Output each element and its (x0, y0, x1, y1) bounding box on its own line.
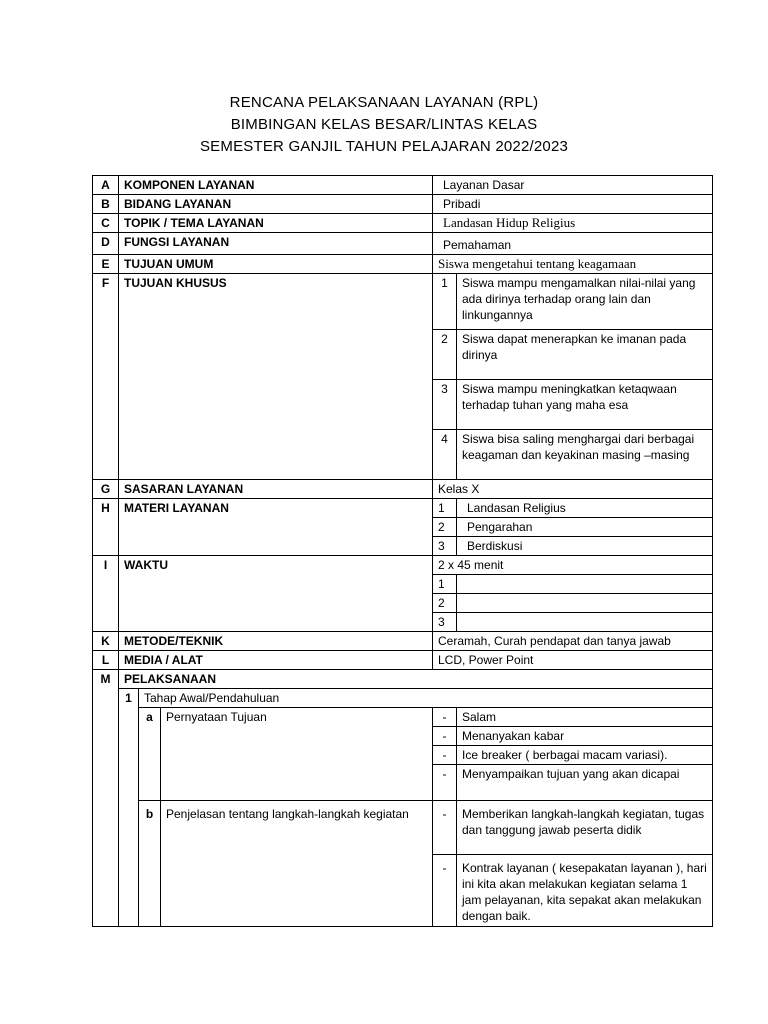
title-line-2: BIMBINGAN KELAS BESAR/LINTAS KELAS (230, 116, 538, 133)
dash: - (433, 727, 457, 746)
row-label: FUNGSI LAYANAN (119, 233, 433, 255)
row-value: Ceramah, Curah pendapat dan tanya jawab (433, 632, 713, 651)
activity-text: Memberikan langkah-langkah kegiatan, tugas dan tanggung jawab peserta didik (457, 801, 713, 855)
row-value: Landasan Hidup Religius (433, 214, 713, 233)
rpl-table (92, 175, 713, 927)
material-number: 3 (433, 537, 457, 556)
dash: - (433, 801, 457, 855)
row-k (93, 632, 713, 651)
objective-number: 2 (433, 330, 457, 380)
row-label: PELAKSANAAN (119, 670, 713, 689)
row-g (93, 480, 713, 499)
row-code: G (93, 480, 119, 499)
row-value: Siswa mengetahui tentang keagamaan (433, 255, 713, 274)
stage-label: Tahap Awal/Pendahuluan (139, 689, 713, 708)
empty-cell (119, 575, 433, 632)
time-number: 1 (433, 575, 457, 594)
material-number: 2 (433, 518, 457, 537)
activity-text: Salam (457, 708, 713, 727)
activity-row (93, 708, 713, 727)
row-label: WAKTU (119, 556, 433, 575)
empty-cell (93, 575, 119, 632)
activity-text: Ice breaker ( berbagai macam variasi). (457, 746, 713, 765)
stage-number: 1 (119, 689, 139, 927)
row-f (93, 274, 713, 330)
row-code: A (93, 176, 119, 195)
objective-text: Siswa bisa saling menghargai dari berbagai keagaman dan keyakinan masing –masing (457, 430, 713, 480)
row-code: E (93, 255, 119, 274)
row-code: L (93, 651, 119, 670)
sub-label: Penjelasan tentang langkah-langkah kegiatan (161, 801, 433, 927)
stage-row (93, 689, 713, 708)
sub-label: Pernyataan Tujuan (161, 708, 433, 801)
objective-number: 4 (433, 430, 457, 480)
row-label: MEDIA / ALAT (119, 651, 433, 670)
row-code: C (93, 214, 119, 233)
material-text: Berdiskusi (457, 537, 713, 556)
row-code: B (93, 195, 119, 214)
row-value: 2 x 45 menit (433, 556, 713, 575)
row-i (93, 556, 713, 575)
row-label: MATERI LAYANAN (119, 499, 433, 556)
document-title-block (0, 92, 768, 158)
activity-text: Kontrak layanan ( kesepakatan layanan ), hari ini kita akan melakukan kegiatan selama 1 jam pelayanan, kita sepakat akan melakukan dengan baik. (457, 855, 713, 927)
row-value: Pemahaman (433, 233, 713, 255)
title-line-1: RENCANA PELAKSANAAN LAYANAN (RPL) (229, 94, 539, 111)
row-value: Pribadi (433, 195, 713, 214)
objective-text: Siswa mampu meningkatkan ketaqwaan terhadap tuhan yang maha esa (457, 380, 713, 430)
title-line-3: SEMESTER GANJIL TAHUN PELAJARAN 2022/2023 (199, 138, 569, 155)
sub-letter: a (139, 708, 161, 801)
row-label: KOMPONEN LAYANAN (119, 176, 433, 195)
activity-text: Menanyakan kabar (457, 727, 713, 746)
material-number: 1 (433, 499, 457, 518)
dash: - (433, 855, 457, 927)
time-row (93, 575, 713, 594)
material-text: Landasan Religius (457, 499, 713, 518)
row-h (93, 499, 713, 518)
time-number: 2 (433, 594, 457, 613)
row-label: TUJUAN KHUSUS (119, 274, 433, 480)
dash: - (433, 746, 457, 765)
row-label: SASARAN LAYANAN (119, 480, 433, 499)
objective-text: Siswa mampu mengamalkan nilai-nilai yang ada dirinya terhadap orang lain dan linkungannya (457, 274, 713, 330)
row-b (93, 195, 713, 214)
row-label: BIDANG LAYANAN (119, 195, 433, 214)
row-code: I (93, 556, 119, 575)
time-number: 3 (433, 613, 457, 632)
empty-cell (457, 594, 713, 613)
row-a (93, 176, 713, 195)
row-label: TUJUAN UMUM (119, 255, 433, 274)
objective-text: Siswa dapat menerapkan ke imanan pada dirinya (457, 330, 713, 380)
row-code: M (93, 670, 119, 927)
activity-row (93, 801, 713, 855)
row-label: METODE/TEKNIK (119, 632, 433, 651)
row-d (93, 233, 713, 255)
row-m (93, 670, 713, 689)
row-label: TOPIK / TEMA LAYANAN (119, 214, 433, 233)
row-c (93, 214, 713, 233)
row-l (93, 651, 713, 670)
dash: - (433, 765, 457, 801)
material-text: Pengarahan (457, 518, 713, 537)
objective-number: 3 (433, 380, 457, 430)
row-code: K (93, 632, 119, 651)
row-code: D (93, 233, 119, 255)
activity-text: Menyampaikan tujuan yang akan dicapai (457, 765, 713, 801)
row-value: Layanan Dasar (433, 176, 713, 195)
empty-cell (457, 575, 713, 594)
empty-cell (457, 613, 713, 632)
row-value: Kelas X (433, 480, 713, 499)
sub-letter: b (139, 801, 161, 927)
dash: - (433, 708, 457, 727)
objective-number: 1 (433, 274, 457, 330)
row-code: H (93, 499, 119, 556)
row-value: LCD, Power Point (433, 651, 713, 670)
row-e (93, 255, 713, 274)
row-code: F (93, 274, 119, 480)
